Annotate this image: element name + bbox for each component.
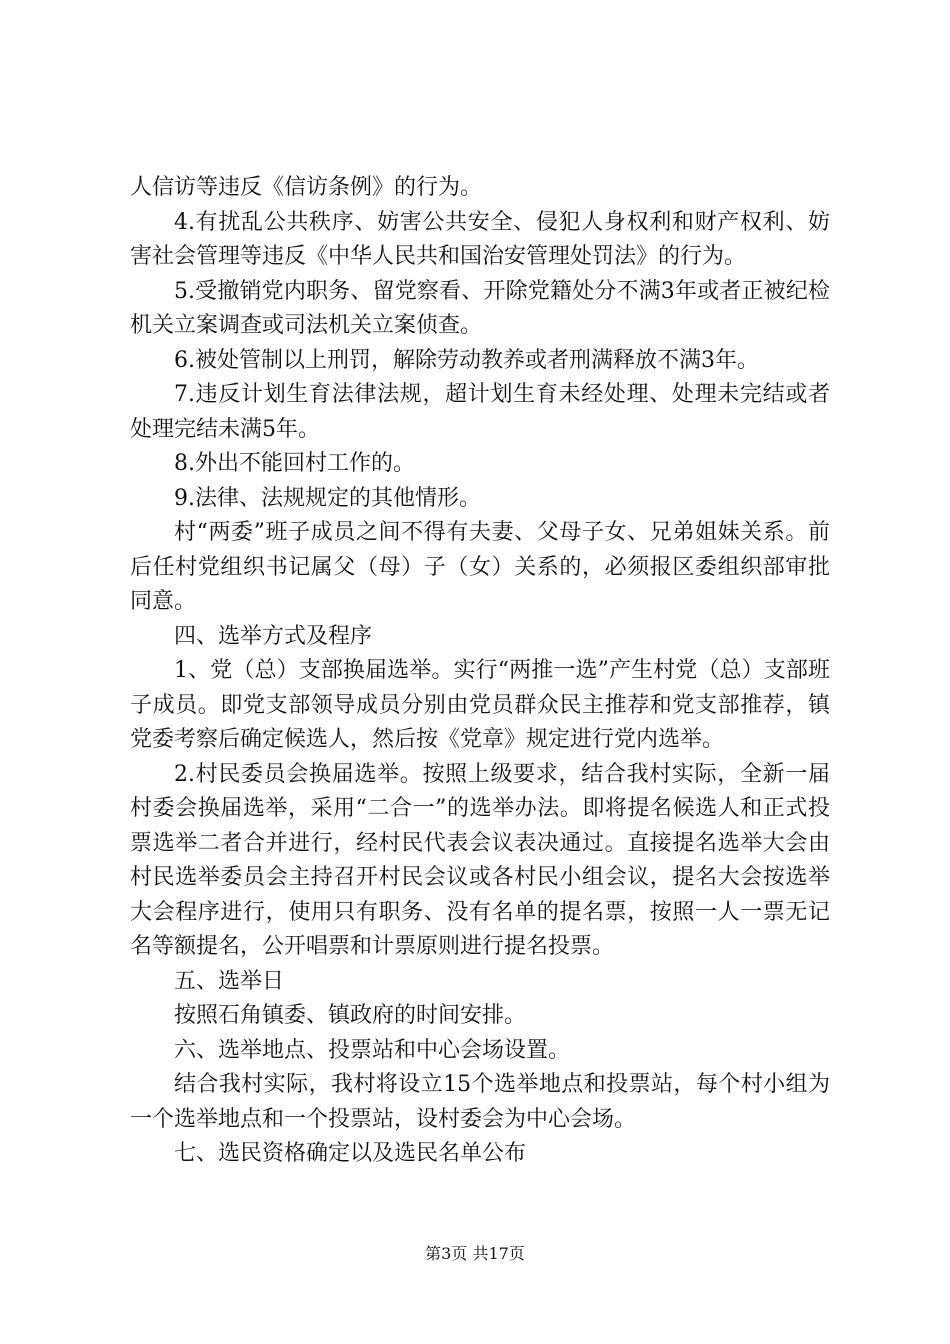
document-body [130,171,830,1172]
paragraph-1: 人信访等违反《信访条例》的行为。 [130,175,483,200]
paragraph-11: 2.村民委员会换届选举。按照上级要求，结合我村实际，全新一届村委会换届选举，采用“二合一”的选举办法。即将提名候选人和正式投票选举二者合并进行，经村民代表会议表决通过。直接提名选举大会由村民选举委员会主持召开村民会议或各村民小组会议，提名大会按选举大会程序进行，使用只有职务、没有名单的提名票，按照一人一票无记名等额提名，公开唱票和计票原则进行提名投票。 [130,761,830,959]
section-heading-7: 七、选民资格确定以及选民名单公布 [174,1141,527,1166]
section-heading-5: 五、选举日 [174,968,285,994]
paragraph-7: 9.法律、法规规定的其他情形。 [174,485,481,511]
section-heading-4: 四、选举方式及程序 [174,623,373,649]
paragraph-10: 1、党（总）支部换届选举。实行“两推一选”产生村党（总）支部班子成员。即党支部领导成员分别由党员群众民主推荐和党支部推荐，镇党委考察后确定候选人，然后按《党章》规定进行党内选举。 [130,658,830,752]
page-number-footer: 第3页 共17页 [425,1244,525,1263]
paragraph-6: 8.外出不能回村工作的。 [174,451,415,476]
paragraph-15: 结合我村实际，我村将设立15个选举地点和投票站，每个村小组为一个选举地点和一个投票站，设村委会为中心会场。 [130,1072,830,1132]
paragraph-5: 7.违反计划生育法律法规，超计划生育未经处理、处理未完结或者处理完结未满5年。 [130,382,830,442]
paragraph-8: 村“两委”班子成员之间不得有夫妻、父母子女、兄弟姐妹关系。前后任村党组织书记属父（母）子（女）关系的，必须报区委组织部审批同意。 [130,520,830,614]
paragraph-13: 按照石角镇委、镇政府的时间安排。 [174,1003,527,1028]
paragraph-2: 4.有扰乱公共秩序、妨害公共安全、侵犯人身权利和财产权利、妨害社会管理等违反《中华人民共和国治安管理处罚法》的行为。 [130,209,830,269]
paragraph-4: 6.被处管制以上刑罚，解除劳动教养或者刑满释放不满3年。 [174,347,759,373]
section-heading-6: 六、选举地点、投票站和中心会场设置。 [174,1037,571,1063]
paragraph-3: 5.受撤销党内职务、留党察看、开除党籍处分不满3年或者正被纪检机关立案调查或司法机关立案侦查。 [130,278,830,338]
